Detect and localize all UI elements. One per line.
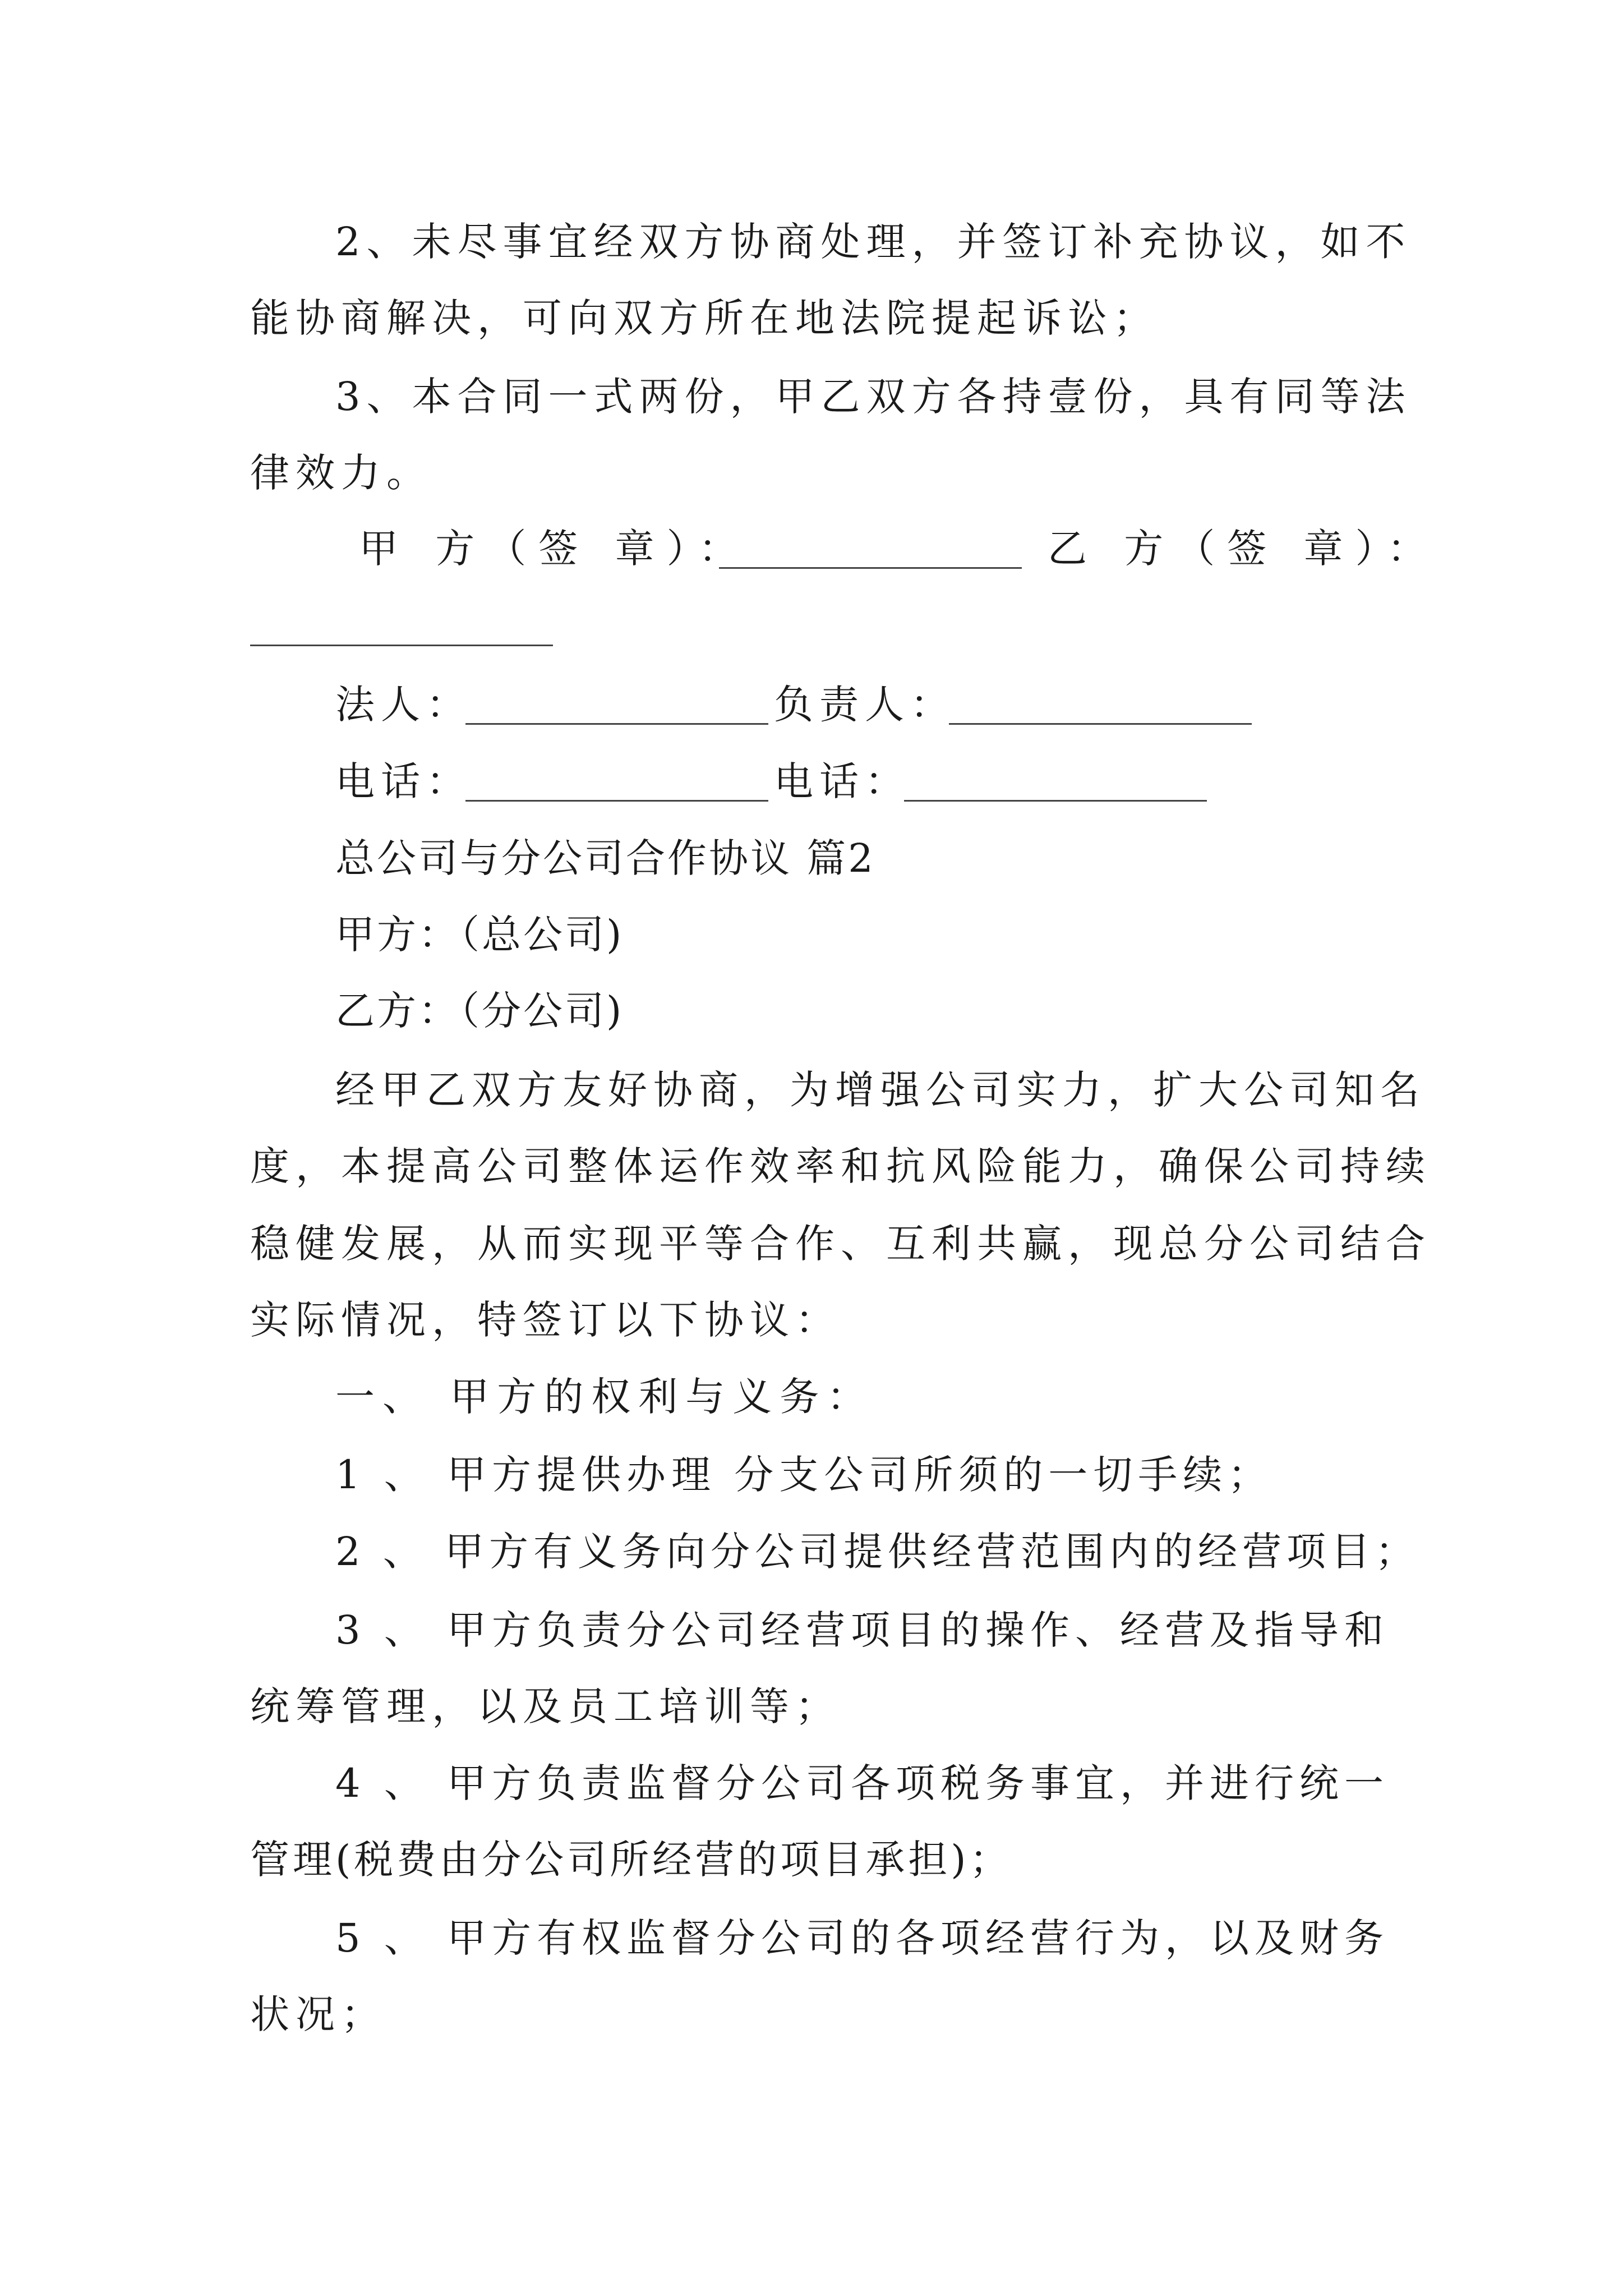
item-5-line-1: 5 、 甲方有权监督分公司的各项经营行为，以及财务: [335, 1915, 1390, 1961]
intro-line-4: 实际情况，特签订以下协议：: [250, 1297, 841, 1343]
intro-line-2: 度，本提高公司整体运作效率和抗风险能力，确保公司持续: [250, 1143, 1431, 1189]
section-title: 总公司与分公司合作协议 篇2: [335, 835, 875, 881]
party-b-line: 乙方：（分公司): [335, 988, 624, 1034]
party-b-signature-blank: [250, 645, 553, 646]
clause-3-line-1: 3、本合同一式两份，甲乙双方各持壹份，具有同等法: [335, 374, 1412, 420]
item-4-line-1: 4 、 甲方负责监督分公司各项税务事宜，并进行统一: [335, 1760, 1390, 1806]
party-b-signature-label: 乙 方（签 章）：: [1048, 526, 1439, 572]
responsible-person-label: 负责人：: [774, 682, 956, 728]
clause-2-line-1: 2、未尽事宜经双方协商处理，并签订补充协议，如不: [335, 219, 1412, 265]
legal-rep-blank: [465, 723, 768, 725]
phone-a-blank: [465, 800, 768, 802]
legal-rep-label: 法人：: [335, 682, 472, 728]
item-3-line-2: 统筹管理，以及员工培训等；: [250, 1683, 841, 1729]
item-1: 1 、 甲方提供办理 分支公司所须的一切手续；: [335, 1452, 1273, 1498]
item-5-line-2: 状况；: [250, 1991, 386, 2037]
clause-3-line-2: 律效力。: [250, 450, 432, 496]
heading-party-a-rights: 一、 甲方的权利与义务：: [335, 1374, 874, 1420]
party-a-signature-label: 甲 方（签 章）：: [359, 526, 750, 572]
phone-a-label: 电话：: [335, 758, 472, 804]
item-3-line-1: 3 、 甲方负责分公司经营项目的操作、经营及指导和: [335, 1607, 1390, 1653]
party-a-signature-blank: [719, 567, 1022, 569]
item-4-line-2: 管理(税费由分公司所经营的项目承担)；: [250, 1837, 1012, 1883]
responsible-person-blank: [949, 723, 1252, 725]
phone-b-label: 电话：: [774, 758, 910, 804]
phone-b-blank: [904, 800, 1207, 802]
intro-line-3: 稳健发展，从而实现平等合作、互利共赢，现总分公司结合: [250, 1221, 1431, 1267]
clause-2-line-2: 能协商解决，可向双方所在地法院提起诉讼；: [250, 295, 1159, 341]
party-a-line: 甲方：（总公司): [335, 912, 624, 958]
item-2: 2 、 甲方有义务向分公司提供经营范围内的经营项目；: [335, 1529, 1420, 1575]
intro-line-1: 经甲乙双方友好协商，为增强公司实力，扩大公司知名: [335, 1067, 1426, 1113]
